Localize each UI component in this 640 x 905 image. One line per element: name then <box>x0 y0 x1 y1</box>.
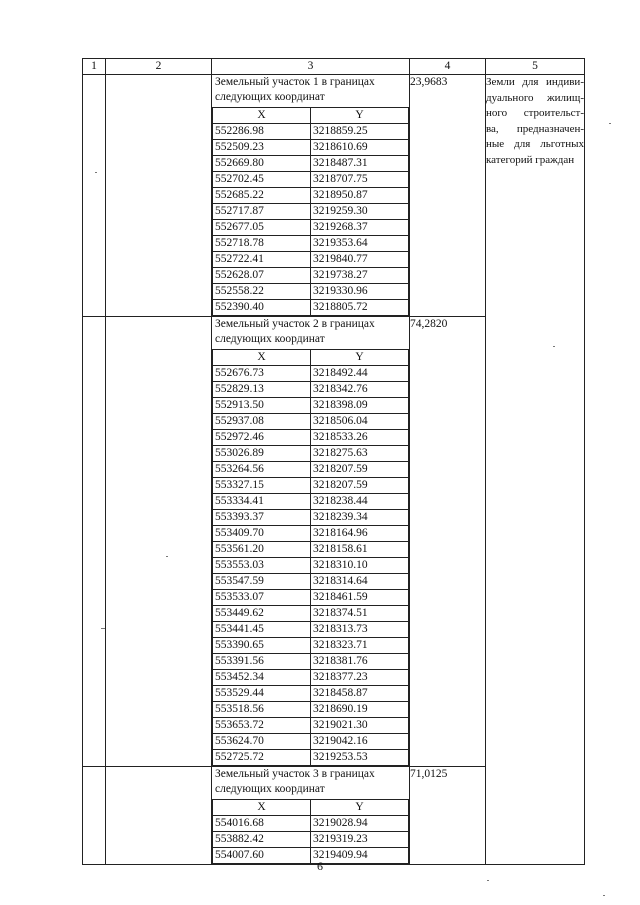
land-purpose-line: ва, предназначен- <box>486 122 584 135</box>
x-coordinate: 553026.89 <box>213 446 311 462</box>
column-number-2: 2 <box>106 59 212 75</box>
x-coordinate: 553449.62 <box>213 606 311 622</box>
x-coordinate: 552937.08 <box>213 414 311 430</box>
coordinate-row <box>213 494 409 510</box>
y-coordinate: 3219021.30 <box>311 718 409 734</box>
coordinate-row <box>213 124 409 140</box>
x-coordinate: 553529.44 <box>213 686 311 702</box>
y-coordinate: 3218377.23 <box>311 670 409 686</box>
y-column-header: Y <box>311 350 409 366</box>
parcel-row <box>83 75 585 317</box>
coordinates-header <box>213 350 409 366</box>
land-purpose-line: ного строительст- <box>486 107 584 119</box>
parcel-coordinates-cell <box>212 75 410 317</box>
y-coordinate: 3219042.16 <box>311 734 409 750</box>
y-coordinate: 3218207.59 <box>311 462 409 478</box>
x-coordinate: 552676.73 <box>213 366 311 382</box>
y-coordinate: 3218374.51 <box>311 606 409 622</box>
x-coordinate: 552718.78 <box>213 236 311 252</box>
land-purpose <box>486 75 585 865</box>
parcel-title: Земельный участок 2 в границах следующих координат <box>215 318 375 345</box>
coordinate-row <box>213 414 409 430</box>
coordinate-row <box>213 816 409 832</box>
coordinates-header <box>213 800 409 816</box>
y-coordinate: 3218950.87 <box>311 188 409 204</box>
land-purpose-line: категорий граждан <box>486 153 575 166</box>
coordinate-row <box>213 734 409 750</box>
coordinate-row <box>213 702 409 718</box>
cell-number <box>83 317 106 767</box>
coordinate-row <box>213 156 409 172</box>
coordinate-row <box>213 574 409 590</box>
coordinate-row <box>213 654 409 670</box>
y-coordinate: 3219840.77 <box>311 252 409 268</box>
x-coordinate: 553547.59 <box>213 574 311 590</box>
coordinates-header <box>213 108 409 124</box>
coordinate-row <box>213 590 409 606</box>
x-column-header: X <box>213 108 311 124</box>
x-coordinate: 553409.70 <box>213 526 311 542</box>
y-coordinate: 3218690.19 <box>311 702 409 718</box>
x-coordinate: 553334.41 <box>213 494 311 510</box>
y-coordinate: 3218238.44 <box>311 494 409 510</box>
coordinate-row <box>213 172 409 188</box>
column-number-1: 1 <box>83 59 106 75</box>
cell-name <box>106 317 212 767</box>
coordinate-row <box>213 622 409 638</box>
y-coordinate: 3219319.23 <box>311 832 409 848</box>
coordinate-row <box>213 366 409 382</box>
x-coordinate: 552972.46 <box>213 430 311 446</box>
scan-speck <box>95 172 97 173</box>
y-coordinate: 3219253.53 <box>311 750 409 766</box>
coordinate-row <box>213 686 409 702</box>
column-number-4: 4 <box>410 59 486 75</box>
x-coordinate: 553533.07 <box>213 590 311 606</box>
y-coordinate: 3218805.72 <box>311 300 409 316</box>
x-coordinate: 552685.22 <box>213 188 311 204</box>
x-column-header: X <box>213 350 311 366</box>
x-coordinate: 554016.68 <box>213 816 311 832</box>
coordinate-row <box>213 558 409 574</box>
coordinate-row <box>213 510 409 526</box>
y-coordinate: 3218381.76 <box>311 654 409 670</box>
land-purpose-line: ные для льготных <box>486 138 584 150</box>
x-coordinate: 553653.72 <box>213 718 311 734</box>
y-coordinate: 3218275.63 <box>311 446 409 462</box>
x-coordinate: 552677.05 <box>213 220 311 236</box>
x-coordinate: 553561.20 <box>213 542 311 558</box>
y-coordinate: 3218461.59 <box>311 590 409 606</box>
scan-speck <box>553 346 555 347</box>
y-coordinate: 3218533.26 <box>311 430 409 446</box>
y-coordinate: 3218487.31 <box>311 156 409 172</box>
y-column-header: Y <box>311 800 409 816</box>
coordinate-row <box>213 430 409 446</box>
y-coordinate: 3219409.94 <box>311 848 409 864</box>
coordinate-row <box>213 638 409 654</box>
parcel-coordinates-cell <box>212 317 410 767</box>
coordinate-row <box>213 832 409 848</box>
x-coordinate: 553391.56 <box>213 654 311 670</box>
coordinate-row <box>213 446 409 462</box>
scan-speck <box>603 895 605 896</box>
x-coordinate: 552702.45 <box>213 172 311 188</box>
parcel-title: Земельный участок 3 в границах следующих координат <box>215 768 375 795</box>
x-coordinate: 552725.72 <box>213 750 311 766</box>
x-coordinate: 553441.45 <box>213 622 311 638</box>
scan-speck <box>609 123 611 124</box>
y-coordinate: 3218342.76 <box>311 382 409 398</box>
cell-name <box>106 767 212 865</box>
x-coordinate: 553327.15 <box>213 478 311 494</box>
x-coordinate: 553518.56 <box>213 702 311 718</box>
land-parcels-table <box>82 58 585 865</box>
x-coordinate: 552722.41 <box>213 252 311 268</box>
column-number-3: 3 <box>212 59 410 75</box>
y-coordinate: 3218158.61 <box>311 542 409 558</box>
coordinate-row <box>213 252 409 268</box>
coordinate-row <box>213 268 409 284</box>
coordinate-row <box>213 300 409 316</box>
coordinate-row <box>213 526 409 542</box>
x-coordinate: 553553.03 <box>213 558 311 574</box>
x-coordinate: 553624.70 <box>213 734 311 750</box>
y-coordinate: 3218458.87 <box>311 686 409 702</box>
coordinates-table <box>212 107 409 316</box>
column-number-row <box>83 59 585 75</box>
x-coordinate: 553452.34 <box>213 670 311 686</box>
y-coordinate: 3218506.04 <box>311 414 409 430</box>
scan-speck <box>101 628 105 629</box>
coordinate-row <box>213 188 409 204</box>
y-coordinate: 3218310.10 <box>311 558 409 574</box>
coordinates-table <box>212 349 409 766</box>
coordinate-row <box>213 750 409 766</box>
coordinate-row <box>213 478 409 494</box>
x-coordinate: 552390.40 <box>213 300 311 316</box>
y-coordinate: 3218313.73 <box>311 622 409 638</box>
y-coordinate: 3219268.37 <box>311 220 409 236</box>
coordinate-row <box>213 542 409 558</box>
cell-number <box>83 767 106 865</box>
y-coordinate: 3218239.34 <box>311 510 409 526</box>
x-coordinate: 553882.42 <box>213 832 311 848</box>
coordinate-row <box>213 718 409 734</box>
column-number-5: 5 <box>486 59 585 75</box>
coordinate-row <box>213 284 409 300</box>
y-coordinate: 3218207.59 <box>311 478 409 494</box>
coordinate-row <box>213 382 409 398</box>
parcel-area: 23,9683 <box>410 75 486 317</box>
coordinate-row <box>213 606 409 622</box>
parcel-title: Земельный участок 1 в границах следующих координат <box>215 76 375 103</box>
y-coordinate: 3218610.69 <box>311 140 409 156</box>
page-number: 6 <box>317 859 323 873</box>
x-coordinate: 553264.56 <box>213 462 311 478</box>
y-coordinate: 3218398.09 <box>311 398 409 414</box>
coordinate-row <box>213 462 409 478</box>
y-coordinate: 3218707.75 <box>311 172 409 188</box>
cell-number <box>83 75 106 317</box>
y-coordinate: 3219330.96 <box>311 284 409 300</box>
cell-name <box>106 75 212 317</box>
scan-speck <box>487 880 489 881</box>
parcel-area: 71,0125 <box>410 767 486 865</box>
x-coordinate: 552717.87 <box>213 204 311 220</box>
parcel-coordinates-cell <box>212 767 410 865</box>
x-coordinate: 552829.13 <box>213 382 311 398</box>
x-coordinate: 552286.98 <box>213 124 311 140</box>
x-coordinate: 552558.22 <box>213 284 311 300</box>
x-coordinate: 553393.37 <box>213 510 311 526</box>
x-column-header: X <box>213 800 311 816</box>
land-purpose-line: Земли для индиви- <box>486 76 584 88</box>
coordinate-row <box>213 220 409 236</box>
x-coordinate: 552669.80 <box>213 156 311 172</box>
x-coordinate: 553390.65 <box>213 638 311 654</box>
y-column-header: Y <box>311 108 409 124</box>
x-coordinate: 554007.60 <box>213 848 311 864</box>
coordinate-row <box>213 398 409 414</box>
y-coordinate: 3218314.64 <box>311 574 409 590</box>
y-coordinate: 3218164.96 <box>311 526 409 542</box>
scan-speck <box>166 556 168 557</box>
y-coordinate: 3219353.64 <box>311 236 409 252</box>
coordinate-row <box>213 140 409 156</box>
x-coordinate: 552509.23 <box>213 140 311 156</box>
y-coordinate: 3219028.94 <box>311 816 409 832</box>
coordinates-table <box>212 799 409 864</box>
y-coordinate: 3218323.71 <box>311 638 409 654</box>
coordinate-row <box>213 204 409 220</box>
coordinate-row <box>213 670 409 686</box>
parcel-area: 74,2820 <box>410 317 486 767</box>
land-purpose-line: дуального жилищ- <box>486 91 584 104</box>
y-coordinate: 3219738.27 <box>311 268 409 284</box>
x-coordinate: 552913.50 <box>213 398 311 414</box>
y-coordinate: 3218492.44 <box>311 366 409 382</box>
coordinate-row <box>213 236 409 252</box>
y-coordinate: 3218859.25 <box>311 124 409 140</box>
y-coordinate: 3219259.30 <box>311 204 409 220</box>
x-coordinate: 552628.07 <box>213 268 311 284</box>
